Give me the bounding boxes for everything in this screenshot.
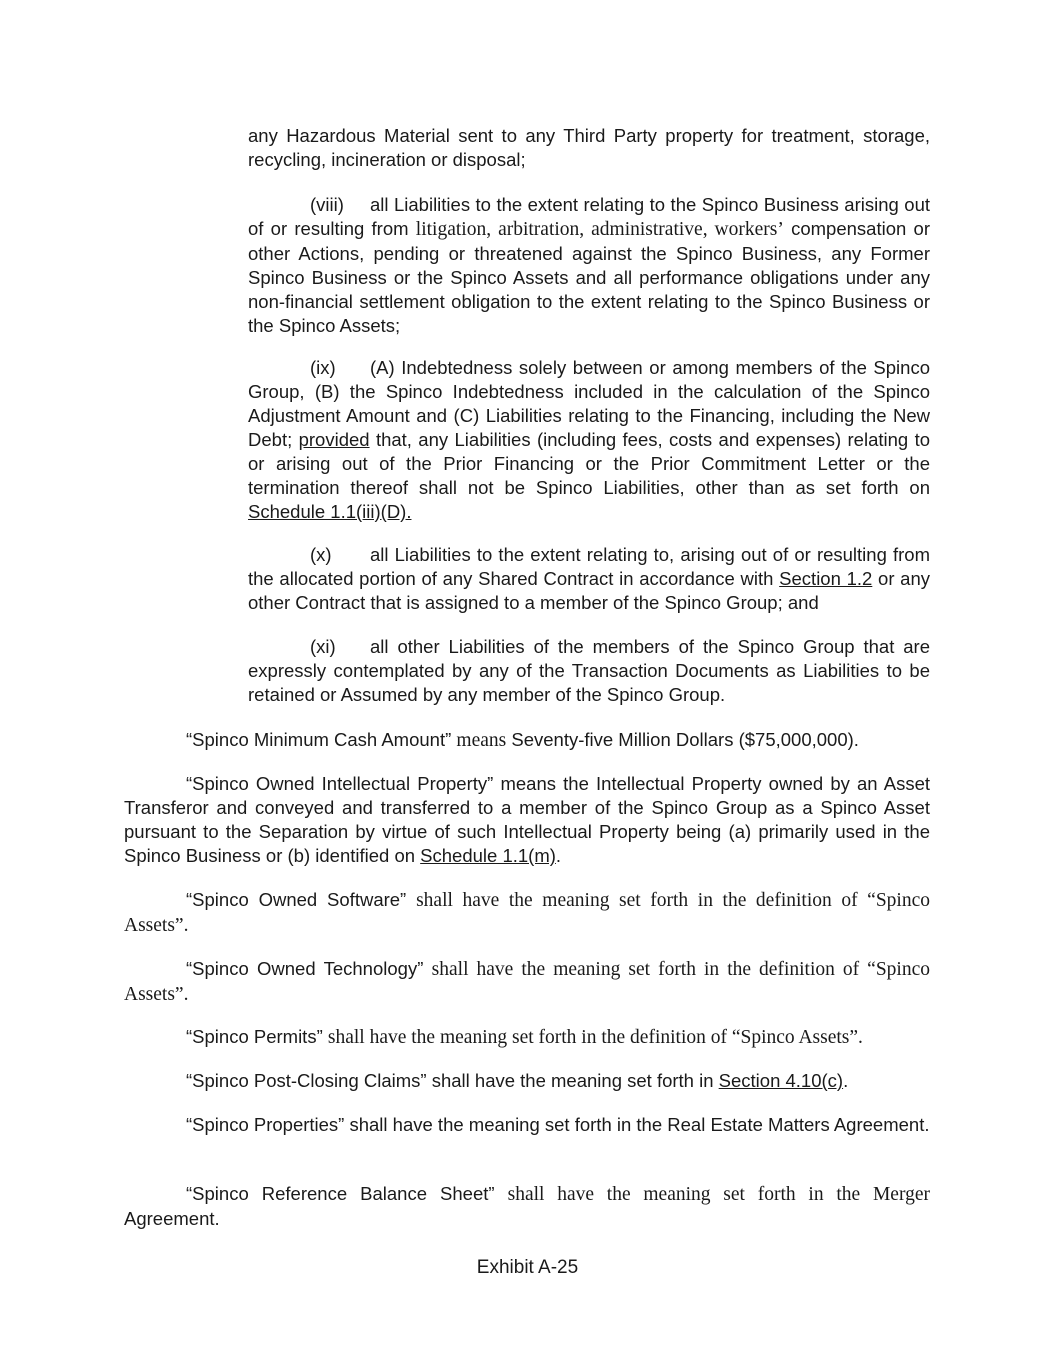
definition-reference-balance-sheet: “Spinco Reference Balance Sheet” shall have the meaning set forth in the Merger Agreement.: [124, 1183, 930, 1229]
definition-minimum-cash: “Spinco Minimum Cash Amount” means Seventy-five Million Dollars ($75,000,000).: [186, 729, 859, 751]
defined-term: “Spinco Properties”: [186, 1114, 345, 1135]
schedule-reference: Schedule 1.1(m): [420, 845, 556, 866]
defined-term: “Spinco Owned Software”: [186, 889, 407, 910]
definition-owned-software: “Spinco Owned Software” shall have the meaning set forth in the definition of “Spinco Assets”.: [124, 889, 930, 936]
defined-term: “Spinco Owned Intellectual Property”: [186, 773, 494, 794]
clause-ix: (ix) (A) Indebtedness solely between or among members of the Spinco Group, (B) the Spinco Indebtedness included in the calculation of the Spinco Adjustment Amount and (C) Liabilities relating to the Financing, including the New Debt; provided that, any Liabilities (including fees, costs and expenses) relating to or arising out of the Prior Financing or the Prior Commitment Letter or the termination thereof shall not be Spinco Liabilities, other than as set forth on Schedule 1.1(iii)(D).: [248, 357, 930, 522]
clause-number: (xi): [310, 636, 336, 657]
definition-post-closing-claims: “Spinco Post-Closing Claims” shall have the meaning set forth in Section 4.10(c).: [186, 1070, 849, 1091]
defined-term: “Spinco Post-Closing Claims”: [186, 1070, 427, 1091]
clause-xi: (xi) all other Liabilities of the members of the Spinco Group that are expressly contemplated by any of the Transaction Documents as Liabilities to be retained or Assumed by any member of the Spinco Group.: [248, 636, 930, 705]
defined-term: “Spinco Permits”: [186, 1026, 323, 1047]
clause-x: (x) all Liabilities to the extent relating to, arising out of or resulting from the allocated portion of any Shared Contract in accordance with Section 1.2 or any other Contract that is assigned to a member of the Spinco Group; and: [248, 544, 931, 613]
section-reference: Section 1.2: [779, 568, 873, 589]
paragraph-hazardous-material: any Hazardous Material sent to any Third Party property for treatment, storage, recycling, incineration or disposal;: [248, 125, 930, 170]
clause-viii: (viii) all Liabilities to the extent relating to the Spinco Business arising out of or resulting from litigation, arbitration, administrative, workers’ compensation or other Actions, pending or threatened against the Spinco Business, any Former Spinco Business or the Spinco Assets and all performance obligations under any non-financial settlement obligation to the extent relating to the Spinco Business or the Spinco Assets;: [248, 194, 930, 336]
page-footer: Exhibit A-25: [476, 1257, 579, 1278]
definition-permits: “Spinco Permits” shall have the meaning set forth in the definition of “Spinco Assets”.: [186, 1026, 863, 1048]
definition-owned-technology: “Spinco Owned Technology” shall have the meaning set forth in the definition of “Spinco Assets”.: [124, 958, 930, 1005]
clause-number: (x): [310, 544, 332, 565]
definition-properties: “Spinco Properties” shall have the meaning set forth in the Real Estate Matters Agreement.: [186, 1114, 930, 1135]
section-reference: Section 4.10(c): [718, 1070, 844, 1091]
defined-term: “Spinco Owned Technology”: [186, 958, 424, 979]
definition-owned-ip: “Spinco Owned Intellectual Property” means the Intellectual Property owned by an Asset Transferor and conveyed and transferred to a member of the Spinco Group as a Spinco Asset pursuant to the Separation by virtue of such Intellectual Property being (a) primarily used in the Spinco Business or (b) identified on Schedule 1.1(m).: [124, 773, 930, 866]
provided-term: provided: [298, 429, 370, 450]
defined-term: “Spinco Minimum Cash Amount”: [186, 729, 452, 750]
clause-number: (ix): [310, 357, 336, 378]
clause-number: (viii): [310, 194, 344, 215]
schedule-reference: Schedule 1.1(iii)(D).: [248, 501, 412, 522]
defined-term: “Spinco Reference Balance Sheet”: [186, 1183, 495, 1204]
